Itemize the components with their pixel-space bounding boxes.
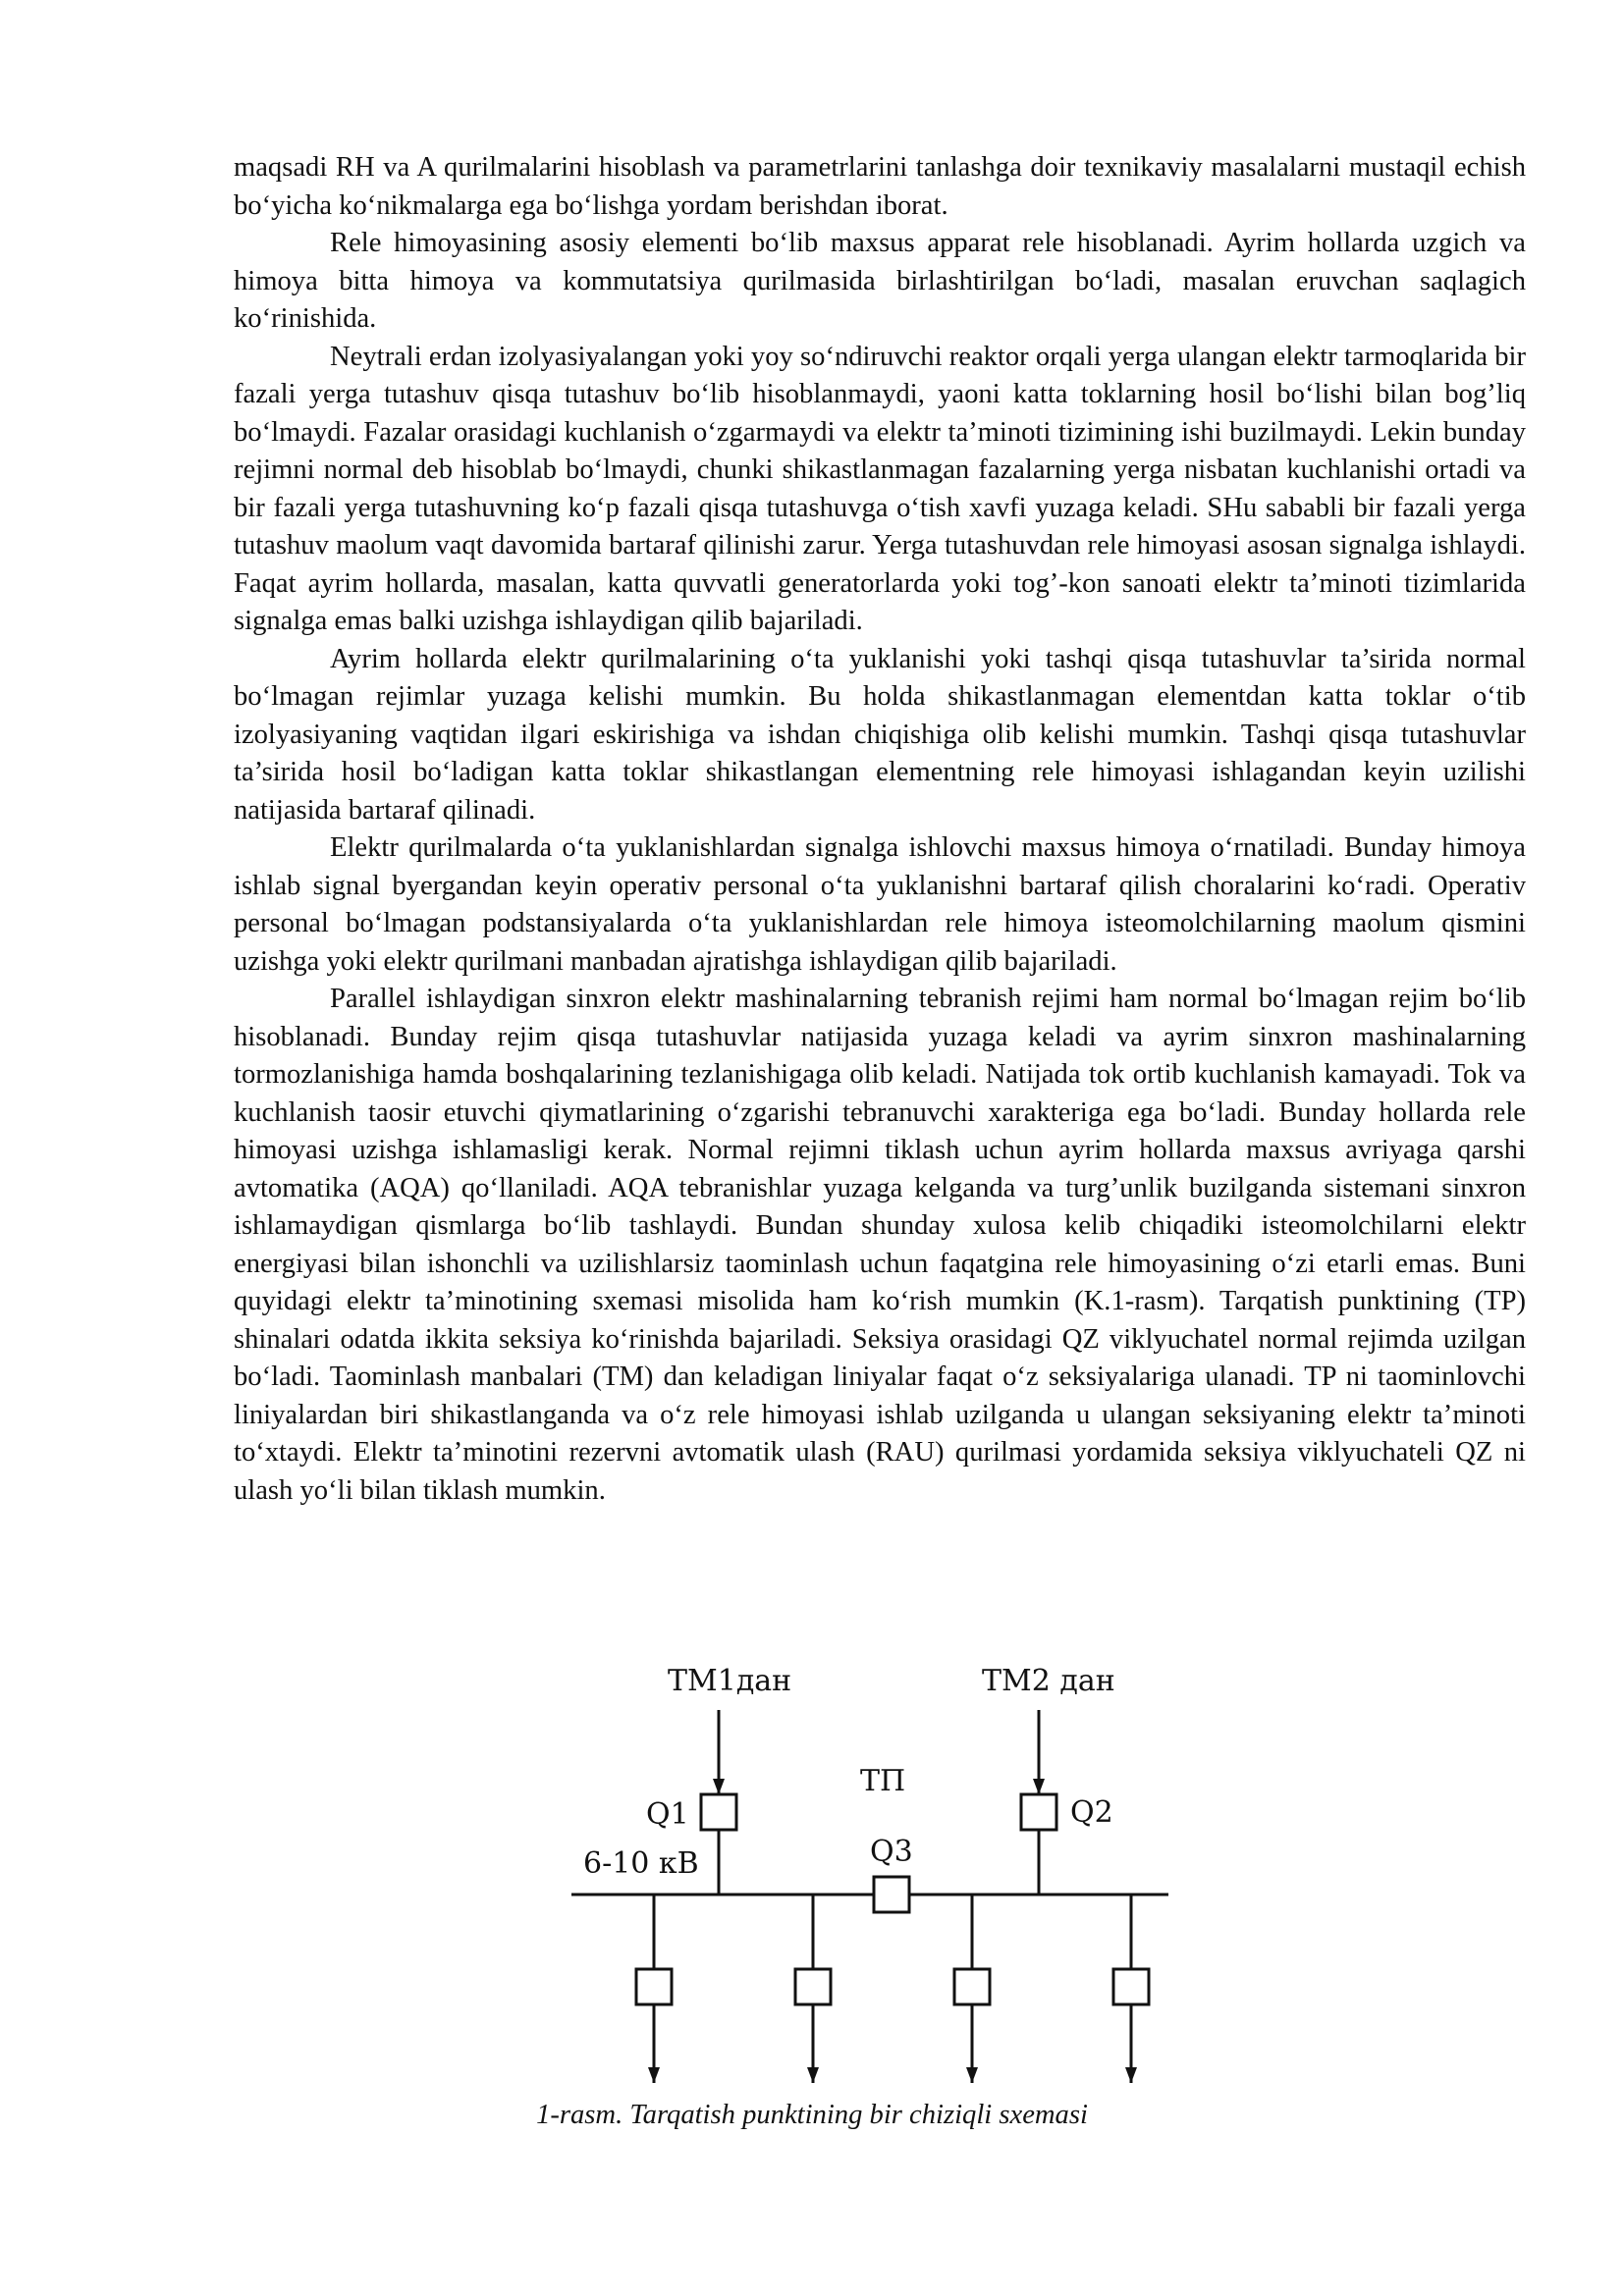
q2-breaker <box>1021 1794 1056 1830</box>
feeder-2-breaker <box>795 1969 831 2004</box>
paragraph-5: Elektr qurilmalarda o‘ta yuklanishlardan signalga ishlovchi maxsus himoya o‘rnatiladi. Bunday himoya ishlab signal byergandan keyin operativ personal o‘ta yuklanishni bartaraf qilish choralarini ko‘radi. Operativ personal bo‘lmagan podstansiyalarda o‘ta yuklanishlardan rele himoya isteomolchilarning maolum qismini uzishga yoki elektr qurilmani manbadan ajratishga ishlaydigan qilib bajariladi. <box>234 832 1526 977</box>
feeder-3-breaker <box>954 1969 990 2004</box>
feeder-3-arrow <box>966 2067 978 2083</box>
label-q2: Q2 <box>1070 1795 1113 1830</box>
label-voltage: 6-10 кВ <box>583 1846 699 1881</box>
feeder-2-arrow <box>807 2067 819 2083</box>
figure-caption: 1-rasm. Tarqatish punktining bir chiziqli sxemasi <box>536 2100 1088 2130</box>
paragraph-3: Neytrali erdan izolyasiyalangan yoki yoy so‘ndiruvchi reaktor orqali yerga ulangan elektr tarmoqlarida bir fazali yerga tutashuv qisqa tutashuv bo‘lib hisoblanmaydi, yaoni katta toklarning hosil bo‘lishi bilan bog’liq bo‘lmaydi. Fazalar orasidagi kuchlanish o‘zgarmaydi va elektr ta’minoti tizimining ishi buzilmaydi. Lekin bunday rejimni normal deb hisoblab bo‘lmaydi, chunki shikastlanmagan fazalarning yerga nisbatan kuchlanishi ortadi va bir fazali yerga tutashuvning ko‘p fazali qisqa tutashuvga o‘tish xavfi yuzaga keladi. SHu sababli bir fazali yerga tutashuv maolum vaqt davomida bartaraf qilinishi zarur. Yerga tutashuvdan rele himoyasi asosan signalga ishlaydi. Faqat ayrim hollarda, masalan, katta quvvatli generatorlarda yoki tog’-kon sanoati elektr ta’minoti tizimlarida signalga emas balki uzishga ishlaydigan qilib bajariladi. <box>234 341 1526 636</box>
label-q3: Q3 <box>870 1835 913 1869</box>
paragraph-4: Ayrim hollarda elektr qurilmalarining o‘ta yuklanishi yoki tashqi qisqa tutashuvlar ta’sirida normal bo‘lmagan rejimlar yuzaga kelishi mumkin. Bu holda shikastlanmagan elementdan katta toklar o‘tib izolyasiyaning vaqtidan ilgari eskirishiga va ishdan chiqishiga olib kelishi mumkin. Tashqi qisqa tutashuvlar ta’sirida hosil bo‘ladigan katta toklar shikastlangan elementning rele himoyasi ishlagandan keyin uzilishi natijasida bartaraf qilinadi. <box>234 643 1526 826</box>
document-body <box>234 149 1526 1510</box>
paragraph-2: Rele himoyasining asosiy elementi bo‘lib maxsus apparat rele hisoblanadi. Ayrim hollarda uzgich va himoya bitta himoya va kommutatsiya qurilmasida birlashtirilgan bo‘ladi, masalan eruvchan saqlagich ko‘rinishida. <box>234 228 1526 334</box>
diagram-drawing <box>550 1659 1198 2120</box>
label-tm1: ТМ1дан <box>668 1664 792 1698</box>
label-tp: ТП <box>860 1764 906 1798</box>
label-tm2: ТМ2 дан <box>982 1664 1115 1698</box>
tm1-arrow <box>713 1779 725 1794</box>
feeder-4-breaker <box>1113 1969 1149 2004</box>
feeder-1-arrow <box>648 2067 660 2083</box>
feeder-4-arrow <box>1125 2067 1137 2083</box>
paragraph-6: Parallel ishlaydigan sinxron elektr mashinalarning tebranish rejimi ham normal bo‘lmagan rejim bo‘lib hisoblanadi. Bunday rejim qisqa tutashuvlar natijasida yuzaga keladi va ayrim sinxron mashinalarning tormozlanishiga hamda boshqalarining tezlanishigaga olib keladi. Natijada tok ortib kuchlanish kamayadi. Tok va kuchlanish taosir etuvchi qiymatlarining o‘zgarishi tebranuvchi xarakteriga ega bo‘ladi. Bunday hollarda rele himoyasi uzishga ishlamasligi kerak. Normal rejimni tiklash uchun ayrim hollarda maxsus avriyaga qarshi avtomatika (AQA) qo‘llaniladi. AQA tebranishlar yuzaga kelganda va turg’unlik buzilganda sistemani sinxron ishlamaydigan qismlarga bo‘lib tashlaydi. Bundan shunday xulosa kelib chiqadiki isteomolchilarni elektr energiyasi bilan ishonchli va uzilishlarsiz taominlash uchun faqatgina rele himoyasining o‘zi etarli emas. Buni quyidagi elektr ta’minotining sxemasi misolida ham ko‘rish mumkin (K.1-rasm). Tarqatish punktining (TP) shinalari odatda ikkita seksiya ko‘rinishda bajariladi. Seksiya orasidagi QZ viklyuchatel normal rejimda uzilgan bo‘ladi. Taominlash manbalari (TM) dan keladigan liniyalar faqat o‘z seksiyalariga ulanadi. TP ni taominlovchi liniyalardan biri shikastlanganda va o‘z rele himoyasi ishlab uzilganda u ulangan seksiyaning elektr ta’minoti to‘xtaydi. Elektr ta’minotini rezervni avtomatik ulash (RAU) qurilmasi yordamida seksiya viklyuchateli QZ ni ulash yo‘li bilan tiklash mumkin. <box>234 984 1526 1506</box>
q1-breaker <box>701 1794 736 1830</box>
paragraph-1: maqsadi RH va A qurilmalarini hisoblash va parametrlarini tanlashga doir texnikaviy masalalarni mustaqil echish bo‘yicha ko‘nikmalarga ega bo‘lishga yordam berishdan iborat. <box>234 152 1526 221</box>
feeder-1-breaker <box>636 1969 672 2004</box>
tm2-arrow <box>1033 1779 1045 1794</box>
q3-section-breaker <box>874 1877 909 1912</box>
single-line-diagram <box>550 1659 1198 2120</box>
label-q1: Q1 <box>646 1797 689 1832</box>
